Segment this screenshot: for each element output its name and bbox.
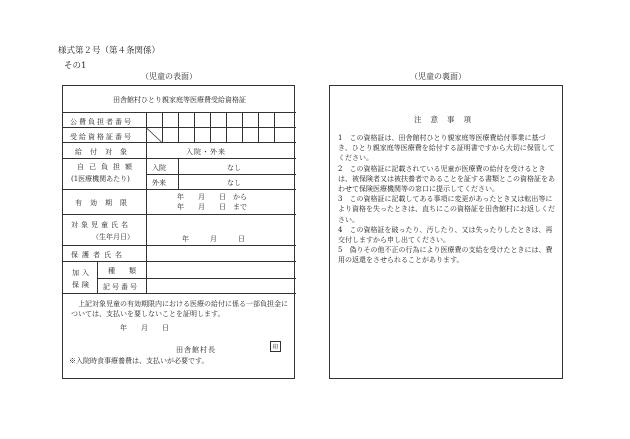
recipient-number-label: 受給資格証番号 xyxy=(70,133,133,141)
insurance-symbol-label: 記号番号 xyxy=(103,283,139,291)
benefit-divider xyxy=(146,143,147,159)
outpatient-value: なし xyxy=(227,179,241,187)
box-divider-1 xyxy=(162,113,163,143)
inpatient-label: 入院 xyxy=(152,164,166,172)
footnote: ※入院時食事療養費は、支払いが必要です。 xyxy=(69,357,209,365)
back-caption: （児童の裏面） xyxy=(410,72,466,81)
notes-list xyxy=(338,133,558,266)
self-pay-subdivider xyxy=(178,159,179,190)
insurance-divider xyxy=(146,262,147,294)
box-divider-6 xyxy=(242,113,243,143)
front-caption: （児童の表面） xyxy=(141,72,197,81)
insurance-label-2: 保険 xyxy=(72,281,92,289)
birth-value: 年 月 日 xyxy=(182,235,245,243)
child-divider xyxy=(146,215,147,246)
outpatient-label: 外来 xyxy=(152,179,166,187)
validity-to: 年 月 日 まで xyxy=(177,203,247,211)
note-item: 5 偽りその他不正の行為により医療費の支給を受けたときには、費用の返還をさせられることがあります。 xyxy=(338,246,553,265)
box-divider-2 xyxy=(178,113,179,143)
box-divider-3 xyxy=(194,113,195,143)
note-item: 1 この資格証は、田舎館村ひとり親家庭等医療費給付事業に基づき、ひとり親家庭等医療費を給付する証明書ですから大切に保管してください。 xyxy=(338,134,555,163)
box-divider-5 xyxy=(226,113,227,143)
guardian-divider xyxy=(146,246,147,262)
notes-title: 注意事項 xyxy=(414,115,480,124)
public-payer-label: 公費負担者番号 xyxy=(70,118,133,126)
insurance-label-1: 加入 xyxy=(72,269,92,277)
form-number: 様式第２号（第４条関係） xyxy=(58,46,161,56)
certification-text: 上記対象児童の有効期限内における医療の給付に係る一部負担金については、支払いを要しないことを証明します。 xyxy=(71,300,288,318)
self-pay-sub: (1医療機関あたり) xyxy=(71,175,130,183)
seal-box: 印 xyxy=(270,341,281,352)
box-divider-7 xyxy=(258,113,259,143)
benefit-target-label: 給付対象 xyxy=(75,148,135,156)
validity-label: 有効期限 xyxy=(75,199,135,207)
birth-label: （生年月日） xyxy=(92,233,134,241)
self-pay-label: 自己負担額 xyxy=(77,163,137,171)
child-name-label: 対象児童氏名 xyxy=(71,221,131,229)
guardian-label: 保護者氏名 xyxy=(71,251,126,259)
self-pay-midline xyxy=(146,174,296,175)
note-item: 3 この資格証に記載してある事項に変更があったとき又は転出等により資格を失ったときは、直ちにこの資格証を田舎館村にお返しください。 xyxy=(338,195,555,224)
note-item: 4 この資格証を破ったり、汚したり、又は失ったりしたときは、再交付しますから申し出てください。 xyxy=(338,225,553,245)
validity-divider xyxy=(146,190,147,215)
note-item: 2 この資格証に記載されている児童が医療費の給付を受けるときは、被保険者又は被扶養者であることを証する書類とこの資格証をあわせて保険医療機関等の窓口に提示してください。 xyxy=(338,164,555,194)
issuer-name: 田舎館村長 xyxy=(176,346,216,354)
validity-from: 年 月 日 から xyxy=(177,193,247,201)
box-divider-4 xyxy=(210,113,211,143)
empty-box-slash xyxy=(146,128,162,142)
form-sub-label: その1 xyxy=(64,61,87,71)
benefit-target-value: 入院・外来 xyxy=(186,148,226,156)
certificate-title: 田舎館村ひとり親家庭等医療費受給資格証 xyxy=(113,96,246,104)
insurance-type-label: 種類 xyxy=(108,267,150,275)
box-divider-8 xyxy=(274,113,275,143)
certificate-back xyxy=(329,85,563,379)
certificate-front xyxy=(62,85,295,379)
inpatient-value: なし xyxy=(227,164,241,172)
cert-date: 年 月 日 xyxy=(120,324,169,332)
insurance-midline xyxy=(97,278,296,279)
